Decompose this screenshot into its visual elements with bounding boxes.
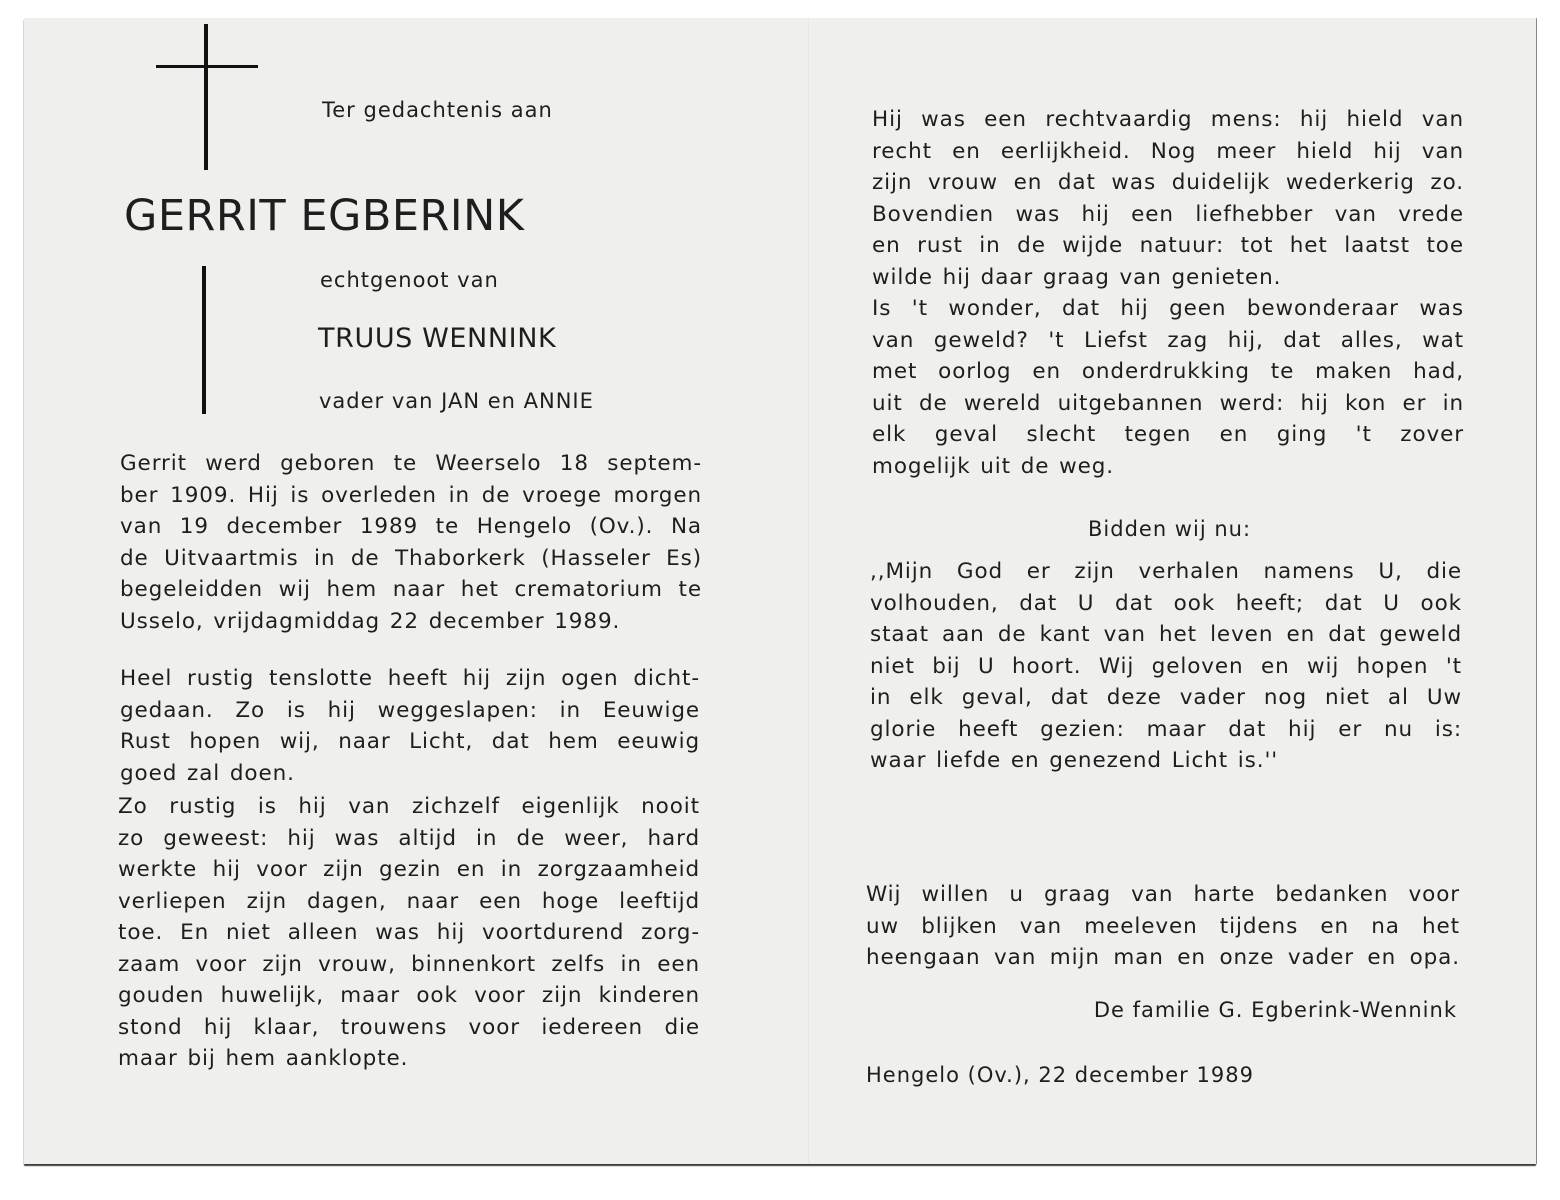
text-line: zaam voor zijn vrouw, binnenkort zelfs in een <box>118 951 700 977</box>
text-line: gouden huwelijk, maar ook voor zijn kinderen <box>118 983 700 1008</box>
memorial-card <box>24 18 1536 1164</box>
spouse-name: TRUUS WENNINK <box>318 323 557 354</box>
text-line: uw blijken van meeleven tijdens en na het <box>866 913 1460 939</box>
text-line: maar bij hem aanklopte. <box>118 1046 409 1071</box>
cross-horizontal-bar <box>156 65 258 68</box>
prayer-heading: Bidden wij nu: <box>1088 517 1252 541</box>
spouse-label: echtgenoot van <box>320 268 499 292</box>
text-line: wilde hij daar graag van genieten. <box>872 264 1282 290</box>
text-line: in elk geval, dat deze vader nog niet al Uw <box>870 685 1462 710</box>
deceased-name: GERRIT EGBERINK <box>124 191 525 241</box>
text-line: de Uitvaartmis in de Thaborkerk (Hasseler Es) <box>120 545 702 571</box>
text-line: niet bij U hoort. Wij geloven en wij hopen 't <box>870 653 1462 679</box>
text-line: Heel rustig tenslotte heeft hij zijn ogen dicht- <box>120 666 700 691</box>
paragraph-character <box>872 104 1464 482</box>
bio-paragraph <box>120 448 702 637</box>
paragraph-life <box>118 791 700 1075</box>
paragraph-rest <box>120 663 700 789</box>
text-line: waar liefde en genezend Licht is.'' <box>870 748 1279 773</box>
text-line: Is 't wonder, dat hij geen bewonderaar was <box>872 296 1464 321</box>
text-line: recht en eerlijkheid. Nog meer hield hij van <box>872 138 1464 164</box>
text-line: uit de wereld uitgebannen werd: hij kon er in <box>872 390 1464 416</box>
cross-vertical-bar <box>204 24 208 170</box>
text-line: met oorlog en onderdrukking te maken had, <box>872 359 1464 384</box>
place-date: Hengelo (Ov.), 22 december 1989 <box>866 1063 1254 1087</box>
text-line: Bovendien was hij een liefhebber van vrede <box>872 201 1464 227</box>
text-line: Gerrit werd geboren te Weerselo 18 septem- <box>120 451 702 476</box>
text-line: goed zal doen. <box>120 760 295 786</box>
children-text: vader van JAN en ANNIE <box>319 389 594 413</box>
text-line: zijn vrouw en dat was duidelijk wederkerig zo. <box>872 170 1464 195</box>
family-signature: De familie G. Egberink-Wennink <box>1093 998 1457 1022</box>
text-line: toe. En niet alleen was hij voortdurend zorg- <box>118 920 700 945</box>
text-line: Wij willen u graag van harte bedanken voor <box>866 882 1460 907</box>
text-line: stond hij klaar, trouwens voor iedereen die <box>118 1014 700 1040</box>
text-line: Zo rustig is hij van zichzelf eigenlijk nooit <box>118 794 700 819</box>
text-line: glorie heeft gezien: maar dat hij er nu is: <box>870 716 1462 742</box>
text-line: Usselo, vrijdagmiddag 22 december 1989. <box>120 608 621 634</box>
thanks-text <box>866 879 1460 974</box>
text-line: Hij was een rechtvaardig mens: hij hield van <box>872 107 1464 132</box>
text-line: staat aan de kant van het leven en dat geweld <box>870 622 1462 647</box>
text-line: mogelijk uit de weg. <box>872 453 1115 479</box>
text-line: begeleidden wij hem naar het crematorium te <box>120 577 702 602</box>
text-line: van 19 december 1989 te Hengelo (Ov.). Na <box>120 514 702 539</box>
prayer-text <box>870 556 1462 777</box>
text-line: volhouden, dat U dat ook heeft; dat U ook <box>870 590 1462 616</box>
text-line: Rust hopen wij, naar Licht, dat hem eeuwig <box>120 729 700 754</box>
text-line: verliepen zijn dagen, naar een hoge leeftijd <box>118 888 700 914</box>
text-line: werkte hij voor zijn gezin en in zorgzaamheid <box>118 857 700 882</box>
intro-text: Ter gedachtenis aan <box>322 98 553 122</box>
text-line: zo geweest: hij was altijd in de weer, hard <box>118 825 700 851</box>
vertical-rule <box>202 266 206 414</box>
fold-line <box>808 18 810 1164</box>
text-line: ,,Mijn God er zijn verhalen namens U, die <box>870 559 1462 584</box>
text-line: elk geval slecht tegen en ging 't zover <box>872 422 1464 447</box>
text-line: heengaan van mijn man en onze vader en opa. <box>866 945 1460 970</box>
text-line: van geweld? 't Liefst zag hij, dat alles, wat <box>872 327 1464 353</box>
text-line: gedaan. Zo is hij weggeslapen: in Eeuwige <box>120 697 700 723</box>
text-line: en rust in de wijde natuur: tot het laatst toe <box>872 233 1464 258</box>
text-line: ber 1909. Hij is overleden in de vroege morgen <box>120 482 702 508</box>
